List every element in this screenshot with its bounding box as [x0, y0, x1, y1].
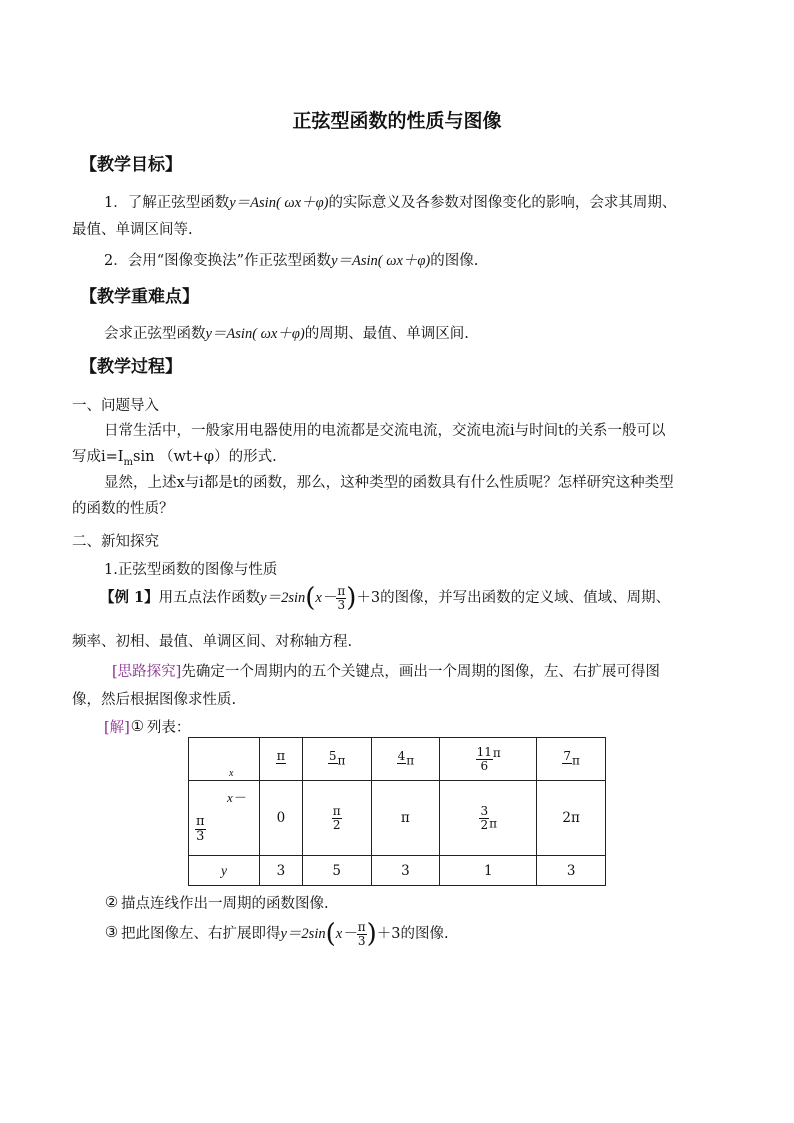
part-1-para-1-line-1: 日常生活中，一般家用电器使用的电流都是交流电流，交流电流i与时间t的关系一般可以: [104, 423, 666, 439]
x3-pi: π: [406, 753, 415, 768]
example-text-b: 的图像，并写出函数的定义域、值域、周期、: [380, 590, 671, 606]
phase-head-num: π: [196, 814, 205, 829]
current-text-a: 写成i=I: [72, 449, 124, 465]
value-table: [188, 737, 606, 886]
table-cell: [537, 738, 606, 781]
phase2-num: π: [332, 803, 341, 818]
example-text-a: 用五点法作函数: [158, 590, 261, 606]
table-cell: 3: [260, 856, 303, 886]
step-2: [104, 892, 329, 913]
x4-pi: π: [492, 745, 501, 760]
phase2-den: 2: [332, 817, 341, 832]
table-cell: 3: [371, 856, 440, 886]
step-3-text-a: 把此图像左、右扩展即得: [121, 926, 281, 942]
x2-pi: π: [337, 753, 346, 768]
table-cell-phase-head: [189, 781, 260, 856]
goal-2-text-a: 2．会用“图像变换法”作正弦型函数: [104, 253, 332, 269]
goal-1-text-b: 的实际意义及各参数对图像变化的影响，会求其周期、: [328, 195, 677, 211]
step-3-left-paren: (: [325, 919, 336, 949]
x4-den: 6: [480, 758, 489, 773]
solution-tag: [解]: [104, 720, 130, 736]
current-subscript: m: [123, 456, 133, 468]
phase4-den: 2: [480, 817, 489, 832]
step-3-text-b: 的图像.: [400, 926, 449, 942]
x-label: x: [229, 768, 234, 779]
table-cell: [260, 738, 303, 781]
step-3-formula-sin: y＝2sin: [280, 926, 326, 942]
example-formula-sin: y＝2sin: [260, 590, 306, 606]
example-fraction-numerator: π: [337, 583, 346, 598]
step-3-fraction-numerator: π: [357, 919, 366, 934]
goal-2-formula: y＝Asin( ωx＋φ): [331, 253, 431, 269]
part-2-subheading: 1.正弦型函数的图像与性质: [104, 562, 278, 578]
phase4-pi: π: [489, 816, 497, 831]
idea-line-2: 像，然后根据图像求性质.: [72, 692, 237, 708]
key-points-text: [104, 322, 469, 343]
table-row-phase: [189, 781, 606, 856]
x3-num: 4: [397, 749, 406, 764]
x4-num: 11: [476, 745, 492, 760]
x5-den: 3: [565, 762, 569, 768]
step-3-fraction: [357, 921, 367, 947]
table-cell: π: [371, 781, 440, 856]
step-3-circle: ③: [104, 923, 119, 941]
part-1-heading: 一、问题导入: [72, 398, 159, 414]
goal-1-line-1: [104, 191, 676, 212]
step-2-circle: ②: [104, 893, 119, 911]
idea-tag: [思路探究]: [112, 664, 182, 680]
phase-head-fraction: [195, 815, 206, 843]
key-text-a: 会求正弦型函数: [104, 326, 206, 342]
example-fraction: [336, 585, 346, 611]
step-3: [104, 914, 449, 954]
table-row-y: [189, 856, 606, 886]
goals-heading: 【教学目标】: [80, 155, 182, 175]
step-3-right-paren: ): [366, 919, 377, 949]
phase4-num: 3: [480, 803, 489, 818]
example-fraction-denominator: 3: [337, 597, 346, 612]
table-cell: [440, 781, 537, 856]
key-text-b: 的周期、最值、单调区间.: [304, 326, 469, 342]
left-paren: (: [305, 583, 316, 613]
idea-text-a: 先确定一个周期内的五个关键点，画出一个周期的图像，左、右扩展可得图: [181, 664, 660, 680]
idea-line-1: [112, 660, 660, 681]
part-1-para-2-line-1: 显然，上述x与i都是t的函数，那么，这种类型的函数具有什么性质呢？怎样研究这种类型: [104, 475, 674, 491]
table-cell: [302, 738, 371, 781]
example-label: 【例 1】: [100, 589, 159, 606]
page-title: 正弦型函数的性质与图像: [292, 110, 502, 132]
table-cell: 5: [302, 856, 371, 886]
table-cell: 0: [260, 781, 303, 856]
table-cell: 2π: [537, 781, 606, 856]
example-1-line-2: 频率、初相、最值、单调区间、对称轴方程.: [72, 634, 353, 650]
table-cell: [371, 738, 440, 781]
x3-den: 3: [400, 762, 403, 768]
goal-2-text-b: 的图像.: [430, 253, 479, 269]
table-cell-y-head: y: [189, 856, 260, 886]
step-3-fraction-denominator: 3: [357, 933, 366, 948]
example-formula-plus: ＋3: [356, 590, 381, 606]
x2-den: 6: [331, 762, 334, 768]
x2-num: 5: [328, 749, 337, 764]
x1-num: π: [276, 748, 286, 764]
process-heading: 【教学过程】: [80, 357, 182, 377]
phase-head-den: 3: [196, 828, 205, 844]
right-paren: ): [346, 583, 357, 613]
example-1-line-1: [100, 578, 670, 618]
table-cell-x-head: [189, 738, 260, 781]
goal-1-text-a: 1．了解正弦型函数: [104, 195, 230, 211]
key-points-heading: 【教学重难点】: [80, 287, 199, 307]
goal-1-line-2: 最值、单调区间等.: [72, 222, 193, 238]
example-formula-x: x－: [315, 590, 337, 606]
part-2-heading: 二、新知探究: [72, 534, 159, 550]
table-cell: [302, 781, 371, 856]
part-1-para-2-line-2: 的函数的性质？: [72, 501, 174, 517]
current-text-b: sin （wt+φ）的形式.: [133, 449, 277, 465]
table-row-x: [189, 738, 606, 781]
x5-pi: π: [572, 753, 580, 768]
phase-head-text: x－: [227, 790, 246, 805]
table-cell: [440, 738, 537, 781]
step-1-circle: ①: [130, 717, 145, 735]
x1-den: 3: [279, 763, 283, 769]
step-2-text: 描点连线作出一周期的函数图像.: [121, 896, 329, 912]
x5-num: 7: [563, 749, 571, 764]
part-1-para-1-line-2: [72, 445, 277, 468]
solution-text: 列表：: [146, 720, 191, 736]
table-cell: 3: [537, 856, 606, 886]
solution-line: [104, 716, 190, 737]
goal-2: [104, 249, 478, 270]
step-3-formula-plus: ＋3: [376, 926, 401, 942]
table-cell: 1: [440, 856, 537, 886]
key-formula: y＝Asin( ωx＋φ): [205, 326, 305, 342]
goal-1-formula: y＝Asin( ωx＋φ): [229, 195, 329, 211]
step-3-formula-x: x－: [335, 926, 357, 942]
